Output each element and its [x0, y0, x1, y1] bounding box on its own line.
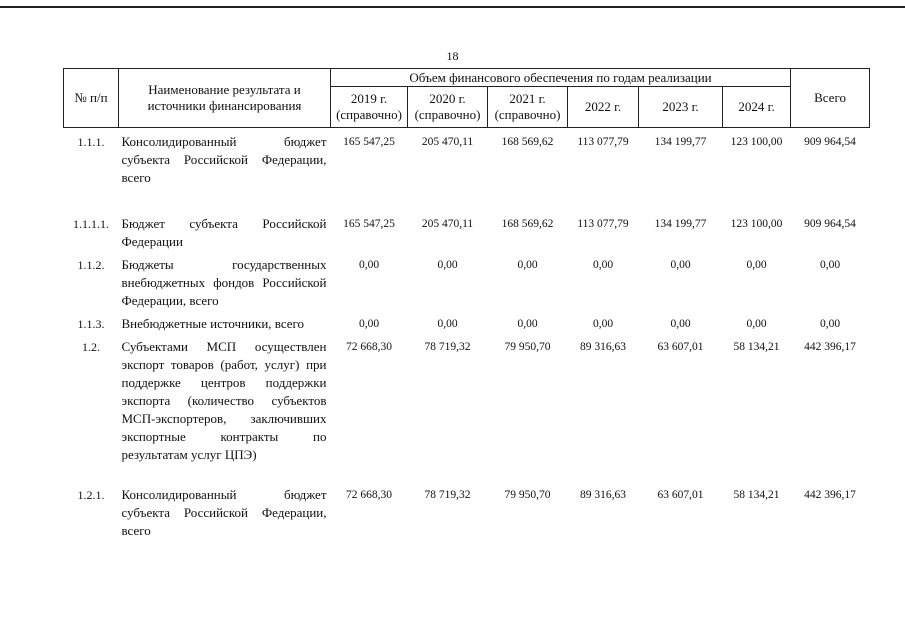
row-year-value: 89 316,63 — [580, 341, 626, 353]
row-year-value: 165 547,25 — [343, 136, 395, 148]
table-row — [64, 210, 870, 251]
row-year-value: 0,00 — [592, 259, 614, 271]
header-year-4 — [639, 87, 723, 128]
row-year-value: 113 077,79 — [577, 136, 629, 148]
header-year-note: (справочно) — [336, 107, 402, 122]
row-year-value: 58 134,21 — [733, 489, 780, 501]
financing-table — [63, 68, 870, 540]
row-number: 1.2. — [82, 340, 100, 354]
header-year-label: 2019 г. — [350, 91, 388, 106]
header-year-label: 2023 г. — [662, 99, 699, 114]
row-year-value: 0,00 — [746, 318, 767, 330]
page-number: 18 — [446, 49, 459, 63]
row-year-value: 79 950,70 — [504, 341, 551, 353]
row-year-value: 168 569,62 — [501, 136, 554, 148]
row-total-value: 909 964,54 — [804, 218, 856, 230]
row-year-value: 58 134,21 — [733, 341, 780, 353]
header-year-5 — [723, 87, 791, 128]
row-year-value: 0,00 — [746, 259, 767, 271]
row-year-value: 168 569,62 — [501, 218, 554, 230]
row-year-value: 0,00 — [358, 318, 380, 330]
header-number: № п/п — [64, 69, 119, 128]
row-year-value: 165 547,25 — [343, 218, 395, 230]
row-name: Консолидированный бюджет субъекта Российской Федерации, всего — [121, 134, 327, 185]
header-year-label: 2020 г. — [429, 91, 466, 106]
row-year-value: 0,00 — [437, 259, 458, 271]
row-year-value: 72 668,30 — [346, 341, 392, 353]
top-rule — [0, 6, 905, 8]
row-year-value: 0,00 — [670, 259, 691, 271]
row-name: Консолидированный бюджет субъекта Российской Федерации, всего — [121, 487, 327, 538]
row-name: Внебюджетные источники, всего — [121, 316, 305, 331]
row-name: Бюджеты государственных внебюджетных фондов Российской Федерации, всего — [121, 257, 327, 308]
table-row — [64, 128, 870, 188]
header-funding-group: Объем финансового обеспечения по годам реализации — [331, 69, 791, 87]
row-number: 1.1.3. — [77, 317, 105, 331]
row-number: 1.1.2. — [77, 258, 105, 272]
header-year-2 — [488, 87, 568, 128]
row-name: Бюджет субъекта Российской Федерации — [121, 216, 327, 249]
header-year-3 — [568, 87, 639, 128]
row-year-value: 72 668,30 — [346, 489, 392, 501]
row-year-value: 205 470,11 — [421, 218, 474, 230]
row-number: 1.1.1.1. — [73, 217, 109, 231]
row-year-value: 0,00 — [670, 318, 691, 330]
row-year-value: 123 100,00 — [730, 136, 783, 148]
header-year-note: (справочно) — [494, 107, 561, 122]
table-row — [64, 251, 870, 310]
row-year-value: 0,00 — [517, 318, 538, 330]
row-total-value: 442 396,17 — [804, 489, 856, 501]
row-year-value: 0,00 — [517, 259, 538, 271]
header-year-note: (справочно) — [414, 107, 481, 122]
row-year-value: 0,00 — [437, 318, 458, 330]
row-year-value: 0,00 — [592, 318, 614, 330]
header-name: Наименование результата и источники финансирования — [119, 69, 331, 128]
table-row — [64, 333, 870, 464]
row-total-value: 0,00 — [819, 318, 841, 330]
row-year-value: 78 719,32 — [424, 341, 471, 353]
table-row — [64, 310, 870, 333]
row-year-value: 134 199,77 — [654, 218, 707, 230]
row-year-value: 63 607,01 — [657, 341, 704, 353]
row-total-value: 909 964,54 — [804, 136, 856, 148]
row-year-value: 89 316,63 — [580, 489, 626, 501]
row-year-value: 123 100,00 — [730, 218, 783, 230]
header-year-label: 2024 г. — [738, 99, 775, 114]
row-name: Субъектами МСП осуществлен экспорт товаров (работ, услуг) при поддержке центров поддержки экспорта (количество субъектов МСП-экспортеров, заключивших экспортные контракты по результатам услуг ЦПЭ) — [121, 339, 327, 462]
row-year-value: 79 950,70 — [504, 489, 551, 501]
row-year-value: 134 199,77 — [654, 136, 707, 148]
row-number: 1.1.1. — [77, 135, 105, 149]
header-year-label: 2021 г. — [509, 91, 546, 106]
row-total-value: 0,00 — [819, 259, 841, 271]
header-year-1 — [408, 87, 488, 128]
row-year-value: 0,00 — [358, 259, 380, 271]
row-year-value: 205 470,11 — [421, 136, 474, 148]
row-year-value: 113 077,79 — [577, 218, 629, 230]
row-number: 1.2.1. — [77, 488, 105, 502]
row-total-value: 442 396,17 — [804, 341, 856, 353]
row-year-value: 63 607,01 — [657, 489, 704, 501]
header-total: Всего — [791, 69, 870, 128]
row-year-value: 78 719,32 — [424, 489, 471, 501]
header-year-0 — [331, 87, 408, 128]
header-year-label: 2022 г. — [584, 99, 622, 114]
table-row — [64, 481, 870, 540]
